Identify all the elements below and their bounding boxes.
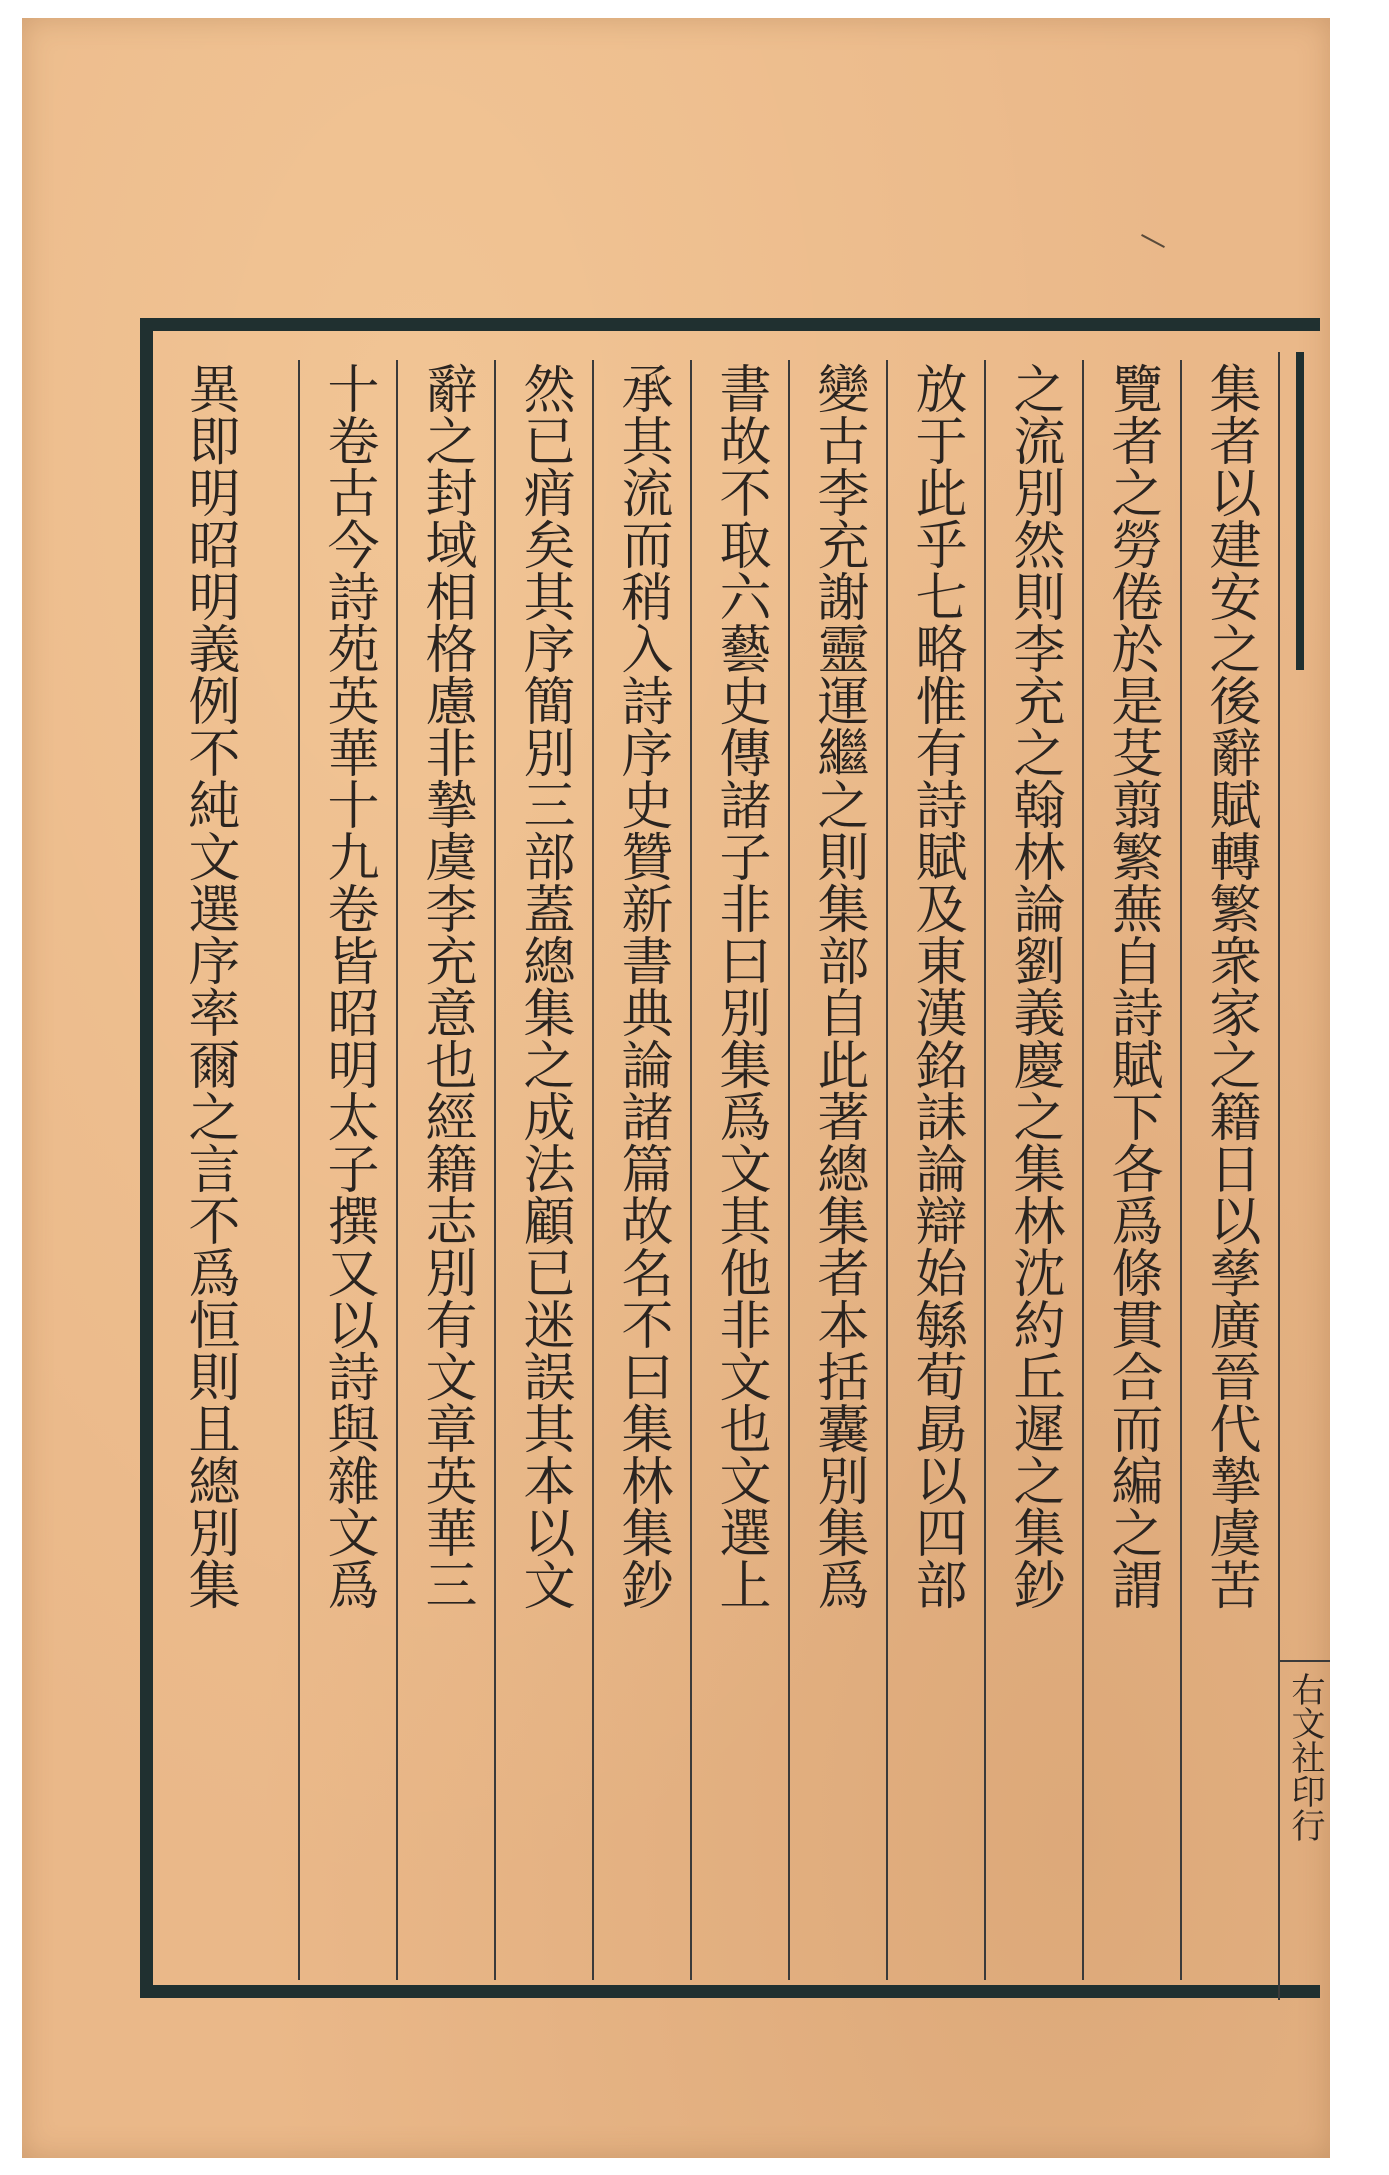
text-column-8 (494, 360, 592, 1980)
column-text: 集者以建安之後辭賦轉繁衆家之籍日以孳廣晉代摯虞苦 (1200, 362, 1260, 1610)
text-column-9 (396, 360, 494, 1980)
text-column-11 (160, 360, 258, 1980)
column-text: 異即明昭明義例不純文選序率爾之言不爲恒則且總別集 (179, 362, 239, 1610)
column-text: 承其流而稍入詩序史贊新書典論諸篇故名不曰集林集鈔 (612, 362, 672, 1610)
frame-right-edge (1296, 352, 1304, 670)
column-text: 辭之封域相格慮非摯虞李充意也經籍志別有文章英華三 (416, 362, 476, 1610)
column-text: 放于此乎七略惟有詩賦及東漢銘誄論辯始緐荀勗以四部 (906, 362, 966, 1610)
text-column-5 (788, 360, 886, 1980)
column-text: 然已痟矣其序簡別三部蓋總集之成法顧已迷誤其本以文 (514, 362, 574, 1610)
publisher-text: 右文社印行 (1285, 1672, 1325, 1842)
text-column-7 (592, 360, 690, 1980)
text-column-4 (886, 360, 984, 1980)
text-column-6 (690, 360, 788, 1980)
column-text: 變古李充謝靈運繼之則集部自此著總集者本括囊別集爲 (808, 362, 868, 1610)
column-text: 書故不取六藝史傳諸子非曰別集爲文其他非文也文選上 (710, 362, 770, 1610)
column-text: 之流別然則李充之翰林論劉義慶之集林沈約丘遲之集鈔 (1004, 362, 1064, 1610)
text-column-2 (1082, 360, 1180, 1980)
publisher-imprint (1280, 1660, 1330, 2002)
column-text: 覽者之勞倦於是芟翦繁蕪自詩賦下各爲條貫合而編之謂 (1102, 362, 1162, 1610)
text-column-3 (984, 360, 1082, 1980)
text-column-10 (298, 360, 396, 1980)
column-text: 十卷古今詩苑英華十九卷皆昭明太子撰又以詩與雜文爲 (318, 362, 378, 1610)
text-column-1 (1180, 360, 1278, 1980)
